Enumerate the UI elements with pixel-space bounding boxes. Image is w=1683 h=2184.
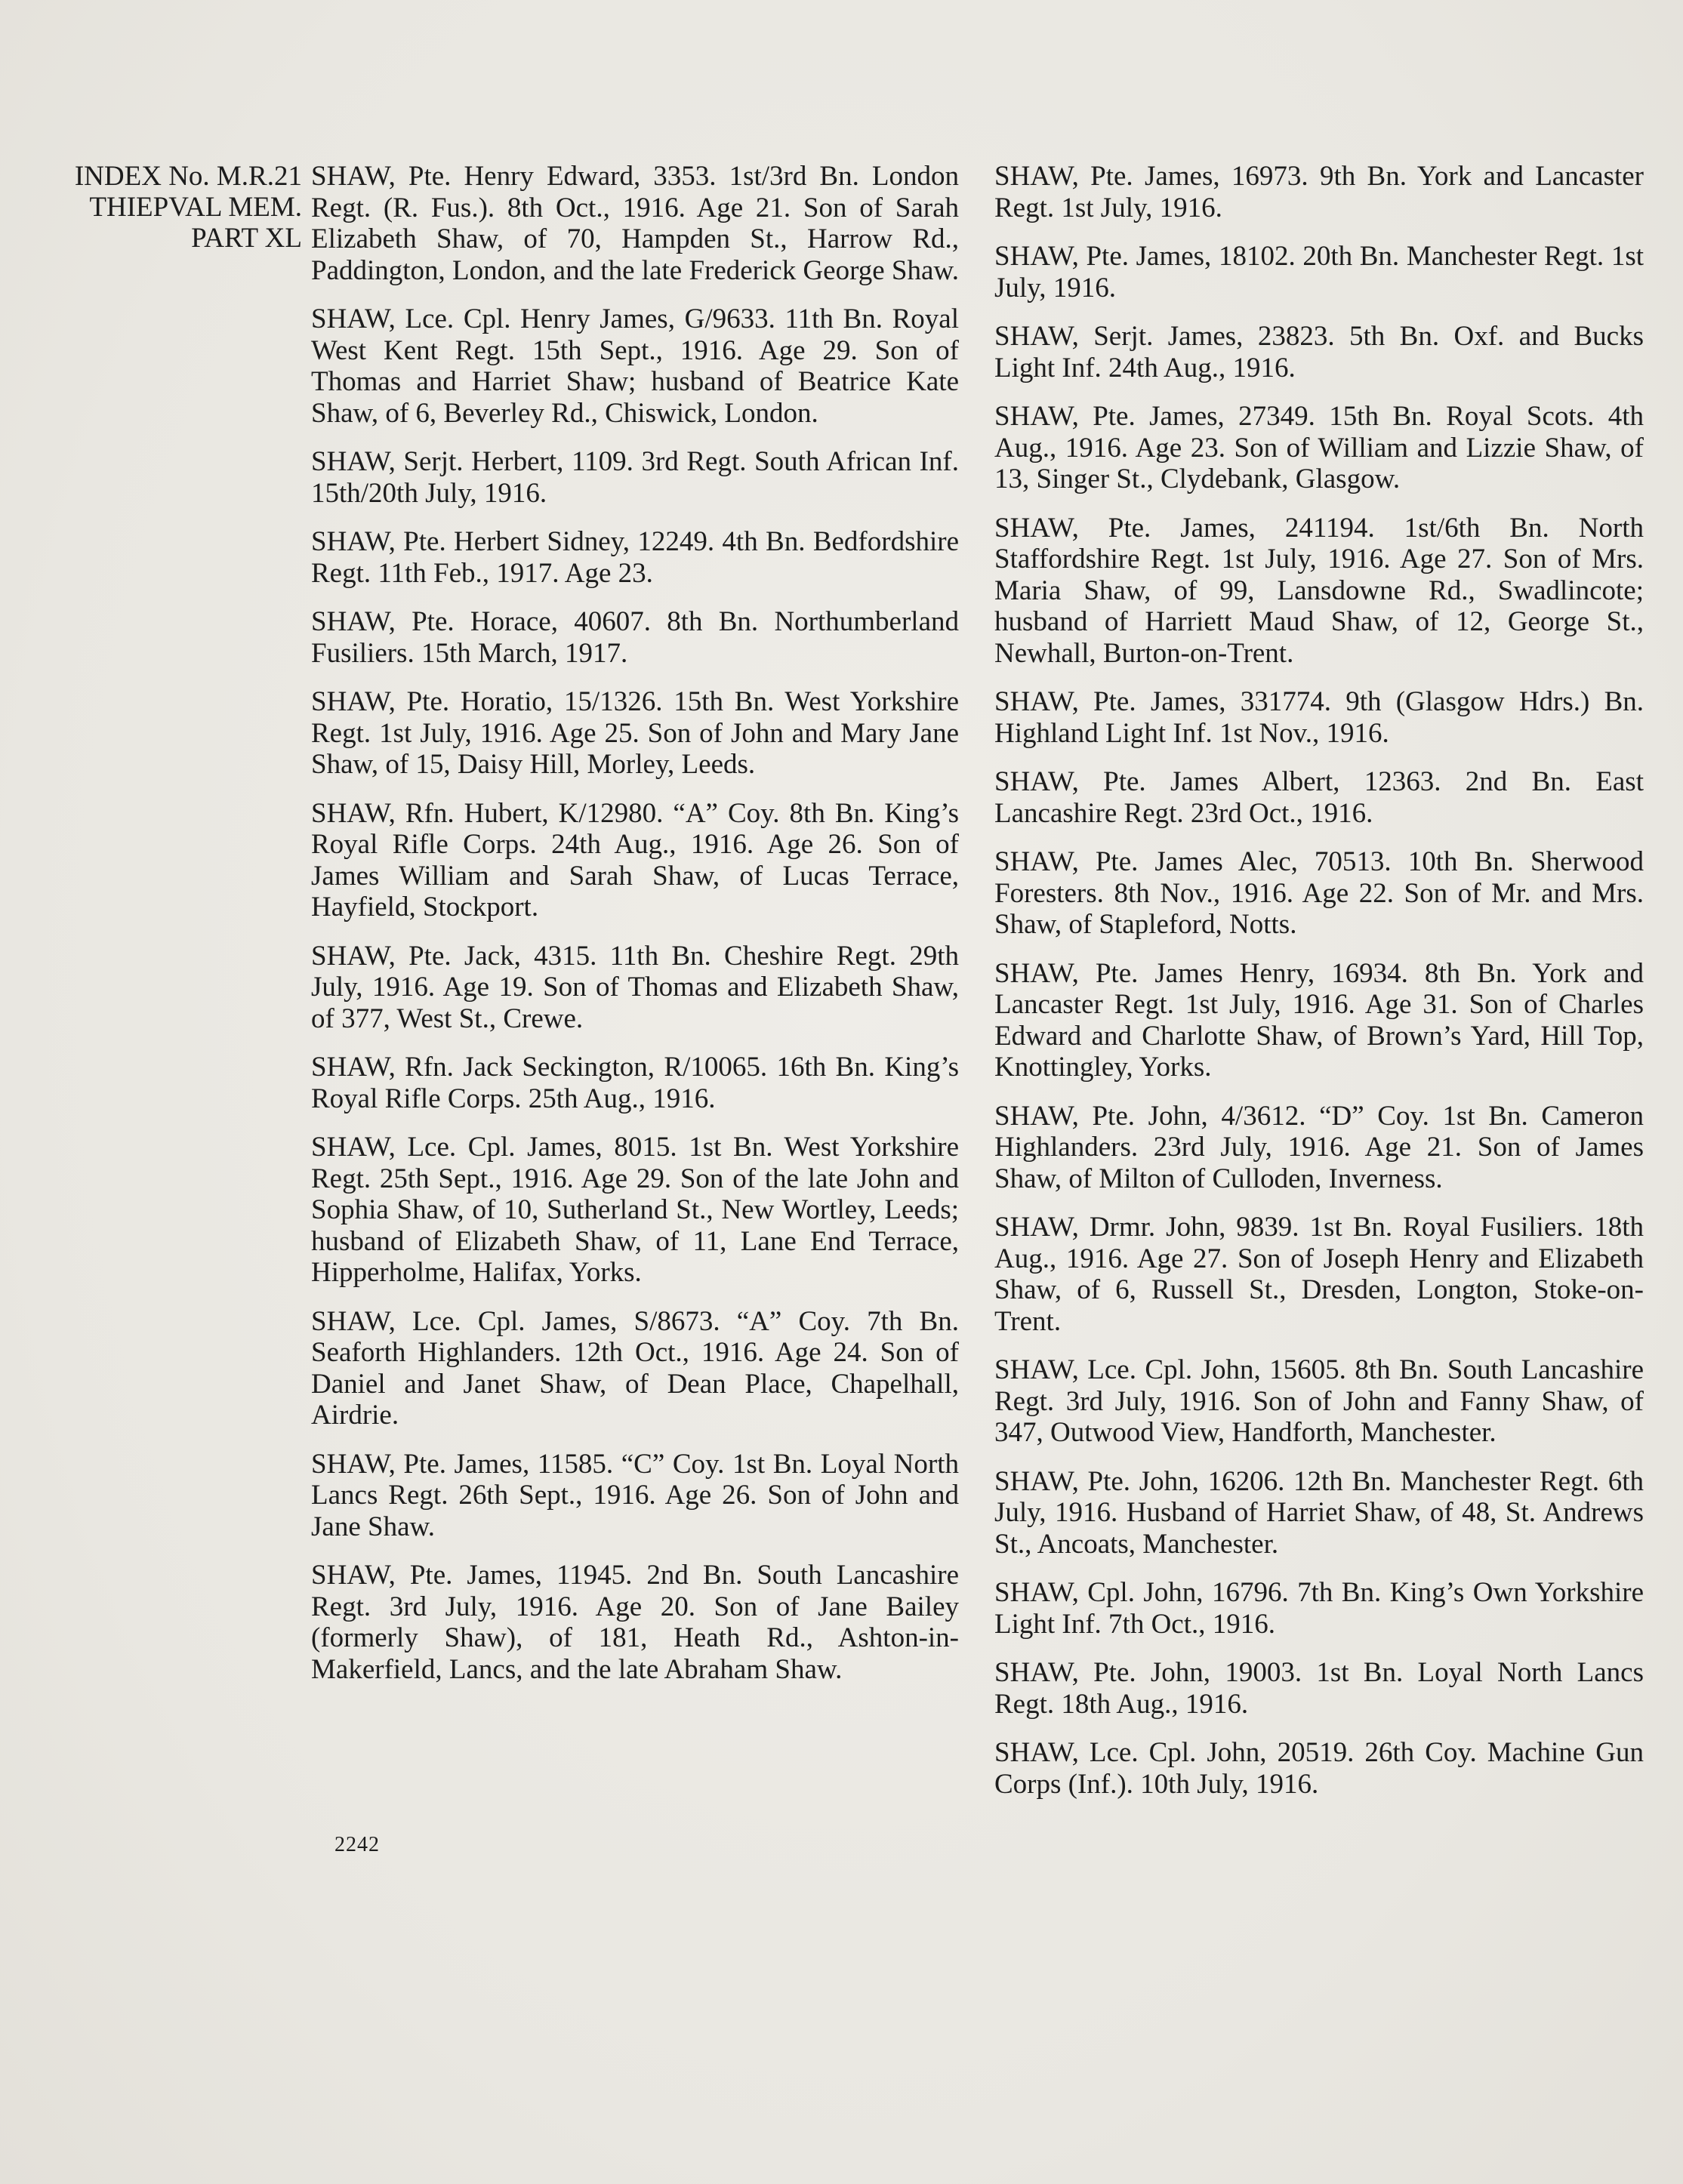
entry: SHAW, Pte. John, 19003. 1st Bn. Loyal North Lancs Regt. 18th Aug., 1916. bbox=[994, 1657, 1644, 1720]
entry: SHAW, Serjt. James, 23823. 5th Bn. Oxf. and Bucks Light Inf. 24th Aug., 1916. bbox=[994, 321, 1644, 384]
entry: SHAW, Lce. Cpl. John, 20519. 26th Coy. Machine Gun Corps (Inf.). 10th July, 1916. bbox=[994, 1737, 1644, 1800]
entry: SHAW, Rfn. Jack Seckington, R/10065. 16th Bn. King’s Royal Rifle Corps. 25th Aug., 1916. bbox=[311, 1052, 959, 1114]
memorial-name: THIEPVAL MEM. bbox=[89, 192, 302, 223]
entry: SHAW, Pte. James, 331774. 9th (Glasgow Hdrs.) Bn. Highland Light Inf. 1st Nov., 1916. bbox=[994, 686, 1644, 749]
entry: SHAW, Pte. James Alec, 70513. 10th Bn. Sherwood Foresters. 8th Nov., 1916. Age 22. Son of Mr. and Mrs. Shaw, of Stapleford, Notts. bbox=[994, 846, 1644, 940]
entry: SHAW, Cpl. John, 16796. 7th Bn. King’s Own Yorkshire Light Inf. 7th Oct., 1916. bbox=[994, 1577, 1644, 1640]
entry: SHAW, Pte. Henry Edward, 3353. 1st/3rd Bn. London Regt. (R. Fus.). 8th Oct., 1916. Age 21. Son of Sarah Elizabeth Shaw, of 70, Hampden St., Harrow Rd., Paddington, London, and the late Frederick George Shaw. bbox=[311, 161, 959, 286]
left-column bbox=[311, 161, 959, 1702]
entry: SHAW, Drmr. John, 9839. 1st Bn. Royal Fusiliers. 18th Aug., 1916. Age 27. Son of Joseph Henry and Elizabeth Shaw, of 6, Russell St., Dresden, Longton, Stoke-on-Trent. bbox=[994, 1212, 1644, 1337]
entry: SHAW, Pte. James, 27349. 15th Bn. Royal Scots. 4th Aug., 1916. Age 23. Son of William and Lizzie Shaw, of 13, Singer St., Clydebank, Glasgow. bbox=[994, 401, 1644, 494]
entry: SHAW, Pte. Herbert Sidney, 12249. 4th Bn. Bedfordshire Regt. 11th Feb., 1917. Age 23. bbox=[311, 526, 959, 589]
entry: SHAW, Pte. Jack, 4315. 11th Bn. Cheshire Regt. 29th July, 1916. Age 19. Son of Thomas and Elizabeth Shaw, of 377, West St., Crewe. bbox=[311, 940, 959, 1034]
entry: SHAW, Lce. Cpl. James, S/8673. “A” Coy. 7th Bn. Seaforth Highlanders. 12th Oct., 1916. Age 24. Son of Daniel and Janet Shaw, of Dean Place, Chapelhall, Airdrie. bbox=[311, 1305, 959, 1431]
entry: SHAW, Pte. James, 18102. 20th Bn. Manchester Regt. 1st July, 1916. bbox=[994, 241, 1644, 303]
entry: SHAW, Serjt. Herbert, 1109. 3rd Regt. South African Inf. 15th/20th July, 1916. bbox=[311, 446, 959, 509]
entry: SHAW, Rfn. Hubert, K/12980. “A” Coy. 8th Bn. King’s Royal Rifle Corps. 24th Aug., 1916. Age 26. Son of James William and Sarah Shaw, of Lucas Terrace, Hayfield, Stockport. bbox=[311, 797, 959, 923]
part-number: PART XL bbox=[191, 223, 302, 254]
index-label bbox=[23, 161, 302, 254]
entry: SHAW, Pte. Horace, 40607. 8th Bn. Northumberland Fusiliers. 15th March, 1917. bbox=[311, 606, 959, 669]
right-column bbox=[994, 161, 1644, 1817]
index-number: INDEX No. M.R.21 bbox=[74, 161, 302, 192]
entry: SHAW, Pte. John, 4/3612. “D” Coy. 1st Bn. Cameron Highlanders. 23rd July, 1916. Age 21. Son of James Shaw, of Milton of Culloden, Inverness. bbox=[994, 1100, 1644, 1194]
entry: SHAW, Pte. James, 241194. 1st/6th Bn. North Staffordshire Regt. 1st July, 1916. Age 27. Son of Mrs. Maria Shaw, of 99, Lansdowne Rd., Swadlincote; husband of Harriett Maud Shaw, of 12, George St., Newhall, Burton-on-Trent. bbox=[994, 512, 1644, 669]
entry: SHAW, Pte. James, 11585. “C” Coy. 1st Bn. Loyal North Lancs Regt. 26th Sept., 1916. Age 26. Son of John and Jane Shaw. bbox=[311, 1448, 959, 1542]
entry: SHAW, Pte. James, 16973. 9th Bn. York and Lancaster Regt. 1st July, 1916. bbox=[994, 161, 1644, 223]
entry: SHAW, Lce. Cpl. John, 15605. 8th Bn. South Lancashire Regt. 3rd July, 1916. Son of John and Fanny Shaw, of 347, Outwood View, Handforth, Manchester. bbox=[994, 1354, 1644, 1448]
entry: SHAW, Lce. Cpl. Henry James, G/9633. 11th Bn. Royal West Kent Regt. 15th Sept., 1916. Age 29. Son of Thomas and Harriet Shaw; husband of Beatrice Kate Shaw, of 6, Beverley Rd., Chiswick, London. bbox=[311, 303, 959, 429]
entry: SHAW, Pte. James Albert, 12363. 2nd Bn. East Lancashire Regt. 23rd Oct., 1916. bbox=[994, 766, 1644, 829]
entry: SHAW, Lce. Cpl. James, 8015. 1st Bn. West Yorkshire Regt. 25th Sept., 1916. Age 29. Son of the late John and Sophia Shaw, of 10, Sutherland St., New Wortley, Leeds; husband of Elizabeth Shaw, of 11, Lane End Terrace, Hipperholme, Halifax, Yorks. bbox=[311, 1132, 959, 1288]
entry: SHAW, Pte. James Henry, 16934. 8th Bn. York and Lancaster Regt. 1st July, 1916. Age 31. Son of Charles Edward and Charlotte Shaw, of Brown’s Yard, Hill Top, Knottingley, Yorks. bbox=[994, 957, 1644, 1083]
entry: SHAW, Pte. Horatio, 15/1326. 15th Bn. West Yorkshire Regt. 1st July, 1916. Age 25. Son of John and Mary Jane Shaw, of 15, Daisy Hill, Morley, Leeds. bbox=[311, 686, 959, 780]
page-number: 2242 bbox=[334, 1833, 380, 1856]
entry: SHAW, Pte. John, 16206. 12th Bn. Manchester Regt. 6th July, 1916. Husband of Harriet Shaw, of 48, St. Andrews St., Ancoats, Manchester. bbox=[994, 1465, 1644, 1560]
entry: SHAW, Pte. James, 11945. 2nd Bn. South Lancashire Regt. 3rd July, 1916. Age 20. Son of Jane Bailey (formerly Shaw), of 181, Heath Rd., Ashton-in-Makerfield, Lancs, and the late Abraham Shaw. bbox=[311, 1560, 959, 1685]
